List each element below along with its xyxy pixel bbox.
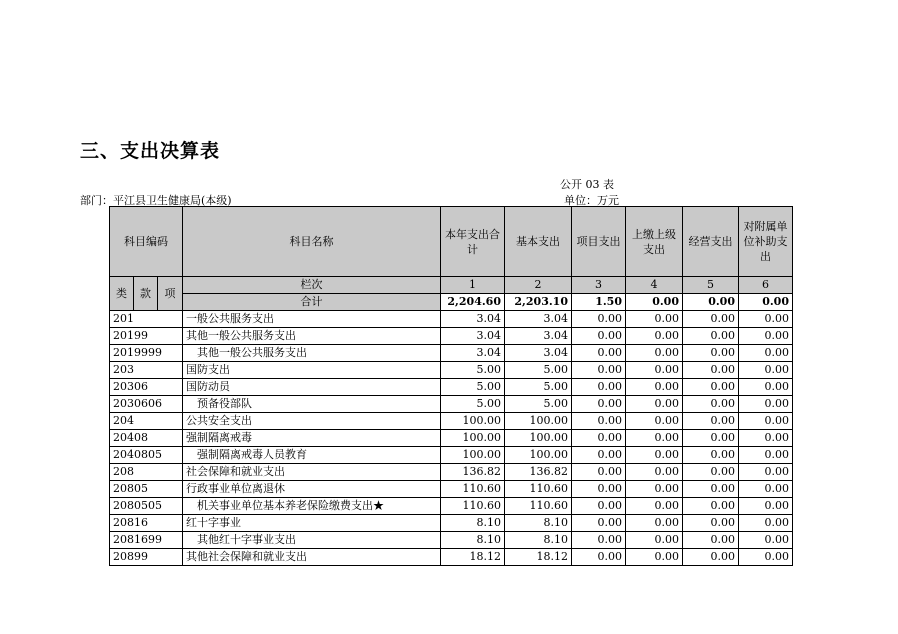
amount-cell: 0.00 [739,362,793,379]
amount-cell: 8.10 [441,515,505,532]
table-body [110,311,793,566]
amount-cell: 3.04 [441,311,505,328]
amount-cell: 3.04 [505,345,572,362]
amount-cell: 0.00 [572,345,626,362]
total-value: 0.00 [626,294,683,311]
table-row [110,481,793,498]
total-value: 2,203.10 [505,294,572,311]
amount-cell: 0.00 [626,498,683,515]
amount-cell: 0.00 [572,430,626,447]
table-row [110,345,793,362]
table-row [110,430,793,447]
amount-cell: 0.00 [683,447,739,464]
amount-cell: 5.00 [441,362,505,379]
amount-cell: 0.00 [683,532,739,549]
amount-cell: 100.00 [441,413,505,430]
subject-name: 其他一般公共服务支出 [183,345,441,362]
table-row [110,464,793,481]
page-title: 三、支出决算表 [80,140,221,162]
amount-cell: 0.00 [739,328,793,345]
subject-code: 208 [110,464,183,481]
table-row [110,379,793,396]
department-label: 部门：平江县卫生健康局(本级) [80,194,232,207]
col-num: 1 [441,277,505,294]
total-row-label: 合计 [183,294,441,311]
amount-cell: 0.00 [683,328,739,345]
amount-cell: 3.04 [505,311,572,328]
header-upper: 上缴上级支出 [626,207,683,277]
amount-cell: 0.00 [683,498,739,515]
amount-cell: 5.00 [505,362,572,379]
amount-cell: 0.00 [626,362,683,379]
amount-cell: 0.00 [739,481,793,498]
total-value: 0.00 [739,294,793,311]
amount-cell: 0.00 [626,413,683,430]
subject-name: 强制隔离戒毒 [183,430,441,447]
subject-name: 机关事业单位基本养老保险缴费支出★ [183,498,441,515]
subject-name: 预备役部队 [183,396,441,413]
amount-cell: 0.00 [626,532,683,549]
expenditure-table [109,206,793,566]
table-row [110,311,793,328]
amount-cell: 0.00 [626,464,683,481]
amount-cell: 0.00 [572,532,626,549]
col-num: 4 [626,277,683,294]
total-value: 0.00 [683,294,739,311]
amount-cell: 3.04 [505,328,572,345]
table-row [110,413,793,430]
amount-cell: 0.00 [626,430,683,447]
amount-cell: 0.00 [739,345,793,362]
table-row [110,498,793,515]
amount-cell: 110.60 [505,498,572,515]
subject-code: 203 [110,362,183,379]
subject-code: 2080505 [110,498,183,515]
subject-name: 公共安全支出 [183,413,441,430]
amount-cell: 0.00 [626,311,683,328]
amount-cell: 0.00 [626,515,683,532]
amount-cell: 0.00 [683,481,739,498]
amount-cell: 5.00 [441,396,505,413]
amount-cell: 100.00 [441,447,505,464]
amount-cell: 0.00 [683,396,739,413]
amount-cell: 0.00 [739,464,793,481]
amount-cell: 0.00 [572,481,626,498]
amount-cell: 0.00 [683,311,739,328]
header-cat-lei: 类 [110,277,134,311]
amount-cell: 0.00 [683,362,739,379]
header-col-index: 栏次 [183,277,441,294]
total-value: 2,204.60 [441,294,505,311]
amount-cell: 0.00 [739,430,793,447]
amount-cell: 18.12 [441,549,505,566]
amount-cell: 5.00 [505,379,572,396]
amount-cell: 8.10 [505,532,572,549]
amount-cell: 0.00 [626,345,683,362]
header-subject-code: 科目编码 [110,207,183,277]
table-row [110,362,793,379]
amount-cell: 0.00 [739,396,793,413]
amount-cell: 100.00 [505,430,572,447]
unit-label: 单位：万元 [564,194,619,207]
amount-cell: 100.00 [505,413,572,430]
subject-code: 2019999 [110,345,183,362]
amount-cell: 0.00 [683,379,739,396]
amount-cell: 0.00 [683,464,739,481]
amount-cell: 8.10 [441,532,505,549]
amount-cell: 0.00 [683,345,739,362]
subject-name: 其他社会保障和就业支出 [183,549,441,566]
col-num: 5 [683,277,739,294]
table-row [110,328,793,345]
amount-cell: 100.00 [441,430,505,447]
table-row [110,549,793,566]
subject-name: 国防支出 [183,362,441,379]
amount-cell: 3.04 [441,328,505,345]
amount-cell: 0.00 [572,379,626,396]
amount-cell: 0.00 [572,498,626,515]
col-num: 2 [505,277,572,294]
subject-code: 20816 [110,515,183,532]
header-cat-xiang: 项 [158,277,183,311]
subject-code: 20306 [110,379,183,396]
table-row [110,532,793,549]
amount-cell: 0.00 [572,413,626,430]
subject-code: 204 [110,413,183,430]
amount-cell: 0.00 [683,549,739,566]
amount-cell: 0.00 [683,515,739,532]
amount-cell: 0.00 [626,379,683,396]
amount-cell: 0.00 [572,311,626,328]
subject-code: 2030606 [110,396,183,413]
amount-cell: 0.00 [739,379,793,396]
amount-cell: 136.82 [441,464,505,481]
table-row [110,447,793,464]
amount-cell: 8.10 [505,515,572,532]
subject-code: 201 [110,311,183,328]
table-row [110,515,793,532]
subject-code: 20199 [110,328,183,345]
header-subsidy: 对附属单位补助支出 [739,207,793,277]
subject-code: 2040805 [110,447,183,464]
amount-cell: 100.00 [505,447,572,464]
header-total: 本年支出合计 [441,207,505,277]
col-num: 6 [739,277,793,294]
amount-cell: 0.00 [739,447,793,464]
amount-cell: 0.00 [739,311,793,328]
amount-cell: 0.00 [572,515,626,532]
col-num: 3 [572,277,626,294]
table-row [110,396,793,413]
header-subject-name: 科目名称 [183,207,441,277]
amount-cell: 0.00 [572,362,626,379]
amount-cell: 0.00 [739,515,793,532]
subject-name: 其他一般公共服务支出 [183,328,441,345]
amount-cell: 0.00 [739,549,793,566]
subject-name: 强制隔离戒毒人员教育 [183,447,441,464]
amount-cell: 0.00 [572,328,626,345]
subject-name: 其他红十字事业支出 [183,532,441,549]
amount-cell: 18.12 [505,549,572,566]
subject-name: 国防动员 [183,379,441,396]
amount-cell: 0.00 [626,447,683,464]
amount-cell: 0.00 [626,481,683,498]
subject-name: 一般公共服务支出 [183,311,441,328]
subject-code: 20408 [110,430,183,447]
amount-cell: 0.00 [572,549,626,566]
amount-cell: 5.00 [441,379,505,396]
amount-cell: 0.00 [683,413,739,430]
subject-code: 2081699 [110,532,183,549]
amount-cell: 0.00 [626,396,683,413]
total-value: 1.50 [572,294,626,311]
subject-code: 20899 [110,549,183,566]
amount-cell: 3.04 [441,345,505,362]
amount-cell: 0.00 [572,447,626,464]
form-number: 公开 03 表 [560,178,614,191]
amount-cell: 110.60 [441,481,505,498]
amount-cell: 110.60 [505,481,572,498]
amount-cell: 0.00 [626,328,683,345]
header-basic: 基本支出 [505,207,572,277]
amount-cell: 0.00 [683,430,739,447]
amount-cell: 110.60 [441,498,505,515]
subject-name: 社会保障和就业支出 [183,464,441,481]
subject-code: 20805 [110,481,183,498]
amount-cell: 0.00 [626,549,683,566]
amount-cell: 136.82 [505,464,572,481]
amount-cell: 0.00 [739,498,793,515]
amount-cell: 0.00 [572,396,626,413]
header-cat-kuan: 款 [134,277,158,311]
header-operating: 经营支出 [683,207,739,277]
header-project: 项目支出 [572,207,626,277]
amount-cell: 0.00 [572,464,626,481]
subject-name: 行政事业单位离退休 [183,481,441,498]
subject-name: 红十字事业 [183,515,441,532]
amount-cell: 0.00 [739,532,793,549]
amount-cell: 0.00 [739,413,793,430]
amount-cell: 5.00 [505,396,572,413]
